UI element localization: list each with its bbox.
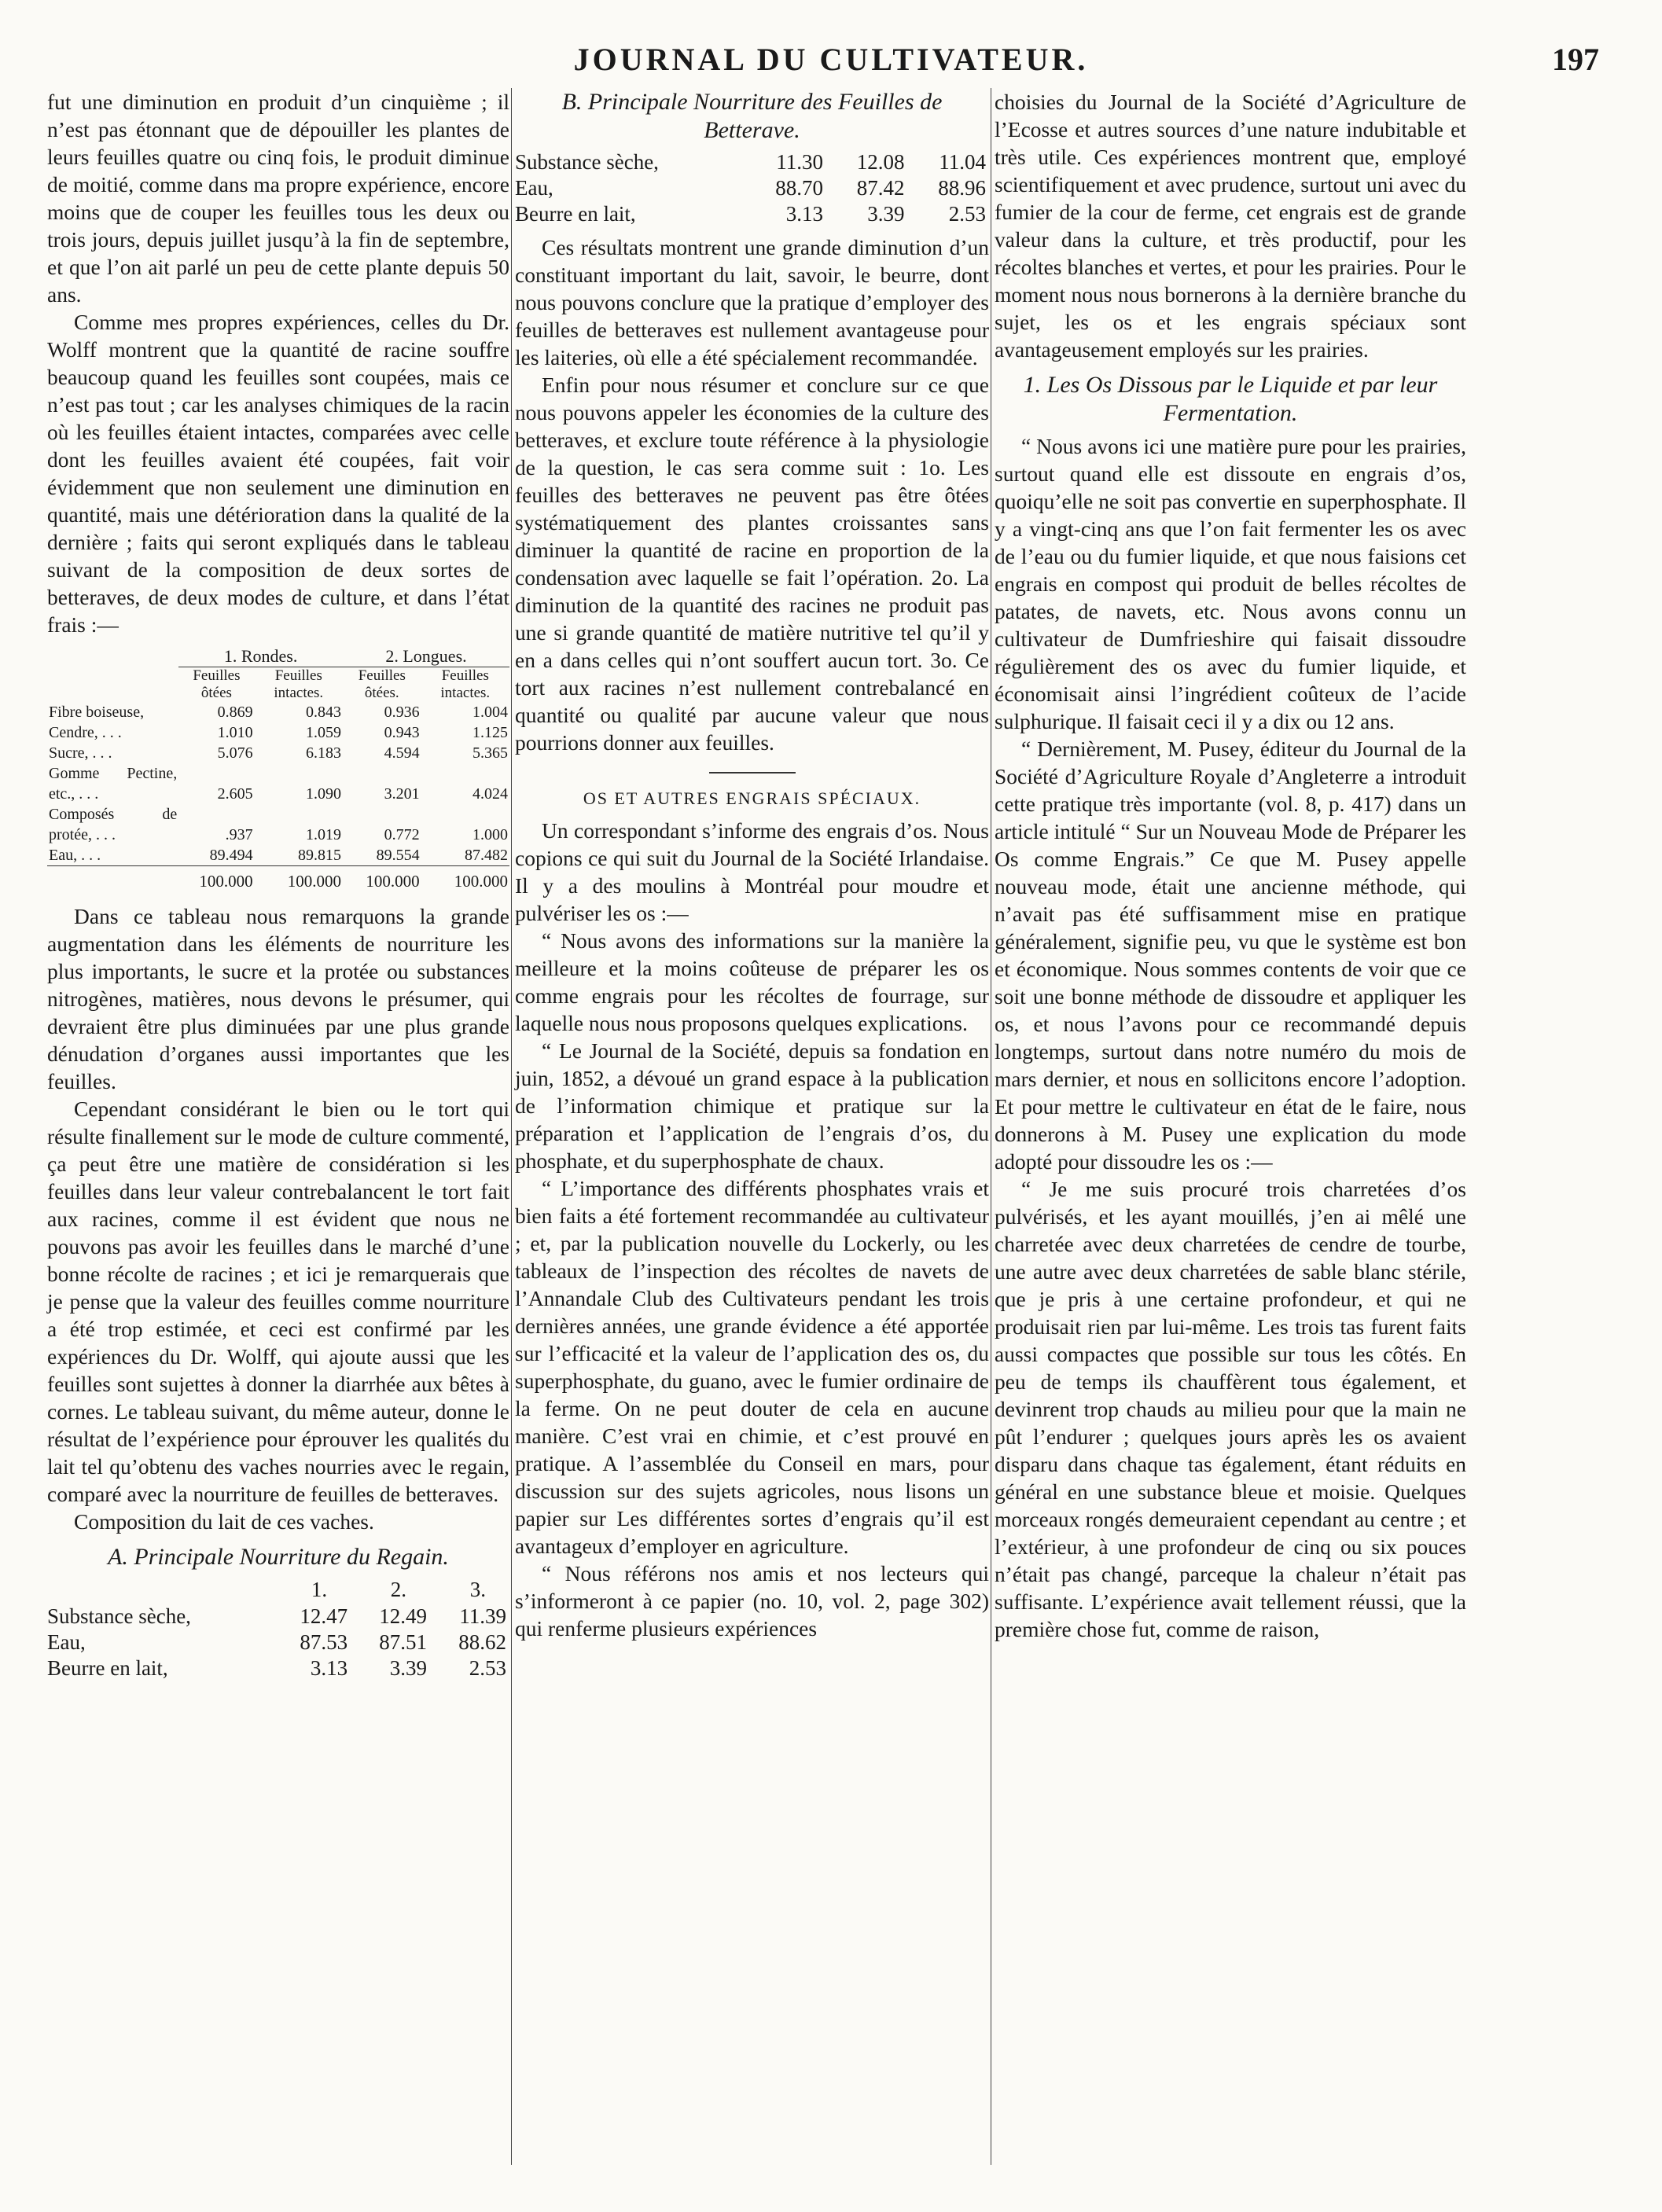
table-cell: 12.08 <box>856 150 905 174</box>
table-cell: 11.04 <box>939 150 986 174</box>
row-label: Gomme Pectine, etc., . . . <box>49 765 178 803</box>
table-cell: 0.943 <box>384 724 420 741</box>
table-cell: 6.183 <box>306 744 341 762</box>
table-cell: 1.000 <box>472 826 508 843</box>
table-cell: 1.004 <box>472 704 508 721</box>
row-label: Beurre en lait, <box>47 1656 168 1680</box>
section-divider <box>709 772 796 773</box>
paragraph: Cependant considérant le bien ou le tort qui résulte finallement sur le mode de culture commenté, ça peut être une matière de considération si les feuilles dans leur valeur contrebalancent le tort fait aux racines, comme il est évident que nous ne pouvons pas avoir les feuilles dans le marché d’une bonne récolte de racines ; et ici je remarquerais que je pense que la valeur des feuilles comme nourriture a été trop estimée, et ceci est confirmé par les expériences du Dr. Wolff, qui ajoute aussi que les feuilles sont sujettes à donner la diarrhée aux bêtes à cornes. Le tableau suivant, du même auteur, donne le résultat de l’expérience pour éprouver les qualités du lait tel qu’obtenu des vaches nourries avec le regain, comparé avec la nourriture de feuilles de betteraves. <box>47 1097 509 1506</box>
paragraph: choisies du Journal de la Société d’Agriculture de l’Ecosse et autres sources d’une nature indubitable et très utile. Ces expériences montrent que, employé scientifiquement et avec prudence, surtout uni avec du fumier de la cour de ferme, cet engrais est de grande valeur dans la culture, et très productif, pour les récoltes blanches et vertes, et pour les prairies. Pour le moment nous nous bornerons à la dernière branche du sujet, les os et les engrais spéciaux sont avantageusement employés sur les prairies. <box>995 90 1466 362</box>
paragraph: Ces résultats montrent une grande diminution d’un constituant important du lait, savoir, le beurre, dont nous pouvons conclure que la pratique d’employer des feuilles de betteraves est nullement avantageuse pour les laiteries, où elle a été spécialement recommandée. <box>515 235 989 369</box>
row-label: Beurre en lait, <box>515 202 636 226</box>
column-right <box>995 88 1466 1643</box>
column-left <box>47 88 509 1688</box>
row-label: Composés de protée, . . . <box>49 806 178 843</box>
paragraph: Composition du lait de ces vaches. <box>74 1509 374 1534</box>
table-cell: 1.090 <box>306 785 341 803</box>
column-header: 1. <box>311 1578 328 1601</box>
table-cell: 0.843 <box>306 704 341 721</box>
table-cell: 89.815 <box>298 847 341 864</box>
table-cell: 3.201 <box>384 785 420 803</box>
running-title: JOURNAL DU CULTIVATEUR. <box>573 42 1089 77</box>
paragraph: fut une diminution en produit d’un cinquième ; il n’est pas étonnant que de dépouiller les plantes de leurs feuilles quatre ou cinq fois, le produit diminue de moitié, comme dans ma propre expérience, encore moins que de couper les feuilles tous les deux ou trois jours, depuis juillet jusqu’à la fin de septembre, et que l’on ait parlé un peu de cette plante depuis 50 ans. <box>47 90 509 307</box>
table-cell: 100.000 <box>421 866 509 892</box>
table-cell: 3.39 <box>389 1656 428 1680</box>
paragraph: “ L’importance des différents phosphates vrais et bien faits a été fortement recommandée au cultivateur ; et, par la publication nouvelle du Lockerly, ou les tableaux de l’inspection des récoltes de navets de l’Annandale Club des Cultivateurs pendant les trois dernières années, une grande évidence a été apportée sur l’efficacité et la valeur de l’application des os, du superphosphate, du guano, avec le fumier ordinaire de la ferme. On ne peut douter de cela en aucune manière. C’est vrai en chimie, et c’est prouvé en pratique. A l’assemblée du Conseil en mars, pour discussion sur des sujets agricoles, nous lisons un papier sur Les différentes sortes d’engrais qu’il est avantageux d’employer en agriculture. <box>515 1176 989 1558</box>
beet-composition-table <box>47 646 509 891</box>
paragraph: “ Nous référons nos amis et nos lecteurs qui s’informeront à ce papier (no. 10, vol. 2, page 302) qui renferme plusieurs expériences <box>515 1561 989 1641</box>
paragraph: Comme mes propres expériences, celles du Dr. Wolff montrent que la quantité de racine souffre beaucoup quand les feuilles sont coupées, mais ce n’est pas tout ; car les analyses chimiques de la racin où les feuilles étaient intactes, comparées avec celle dont les feuilles avaient été coupées, fait voir évidemment que non seulement une diminution en quantité, mais une détérioration dans la qualité de la dernière ; faits qui seront expliqués dans le tableau suivant de la composition de deux sortes de betteraves, de deux modes de culture, et dans l’état frais :— <box>47 310 509 637</box>
column-header: Feuilles ôtées. <box>358 667 406 701</box>
table-row <box>47 763 509 804</box>
table-cell: 0.772 <box>384 826 420 843</box>
table-cell: 2.605 <box>217 785 253 803</box>
table-row <box>47 1604 509 1630</box>
table-cell: 100.000 <box>343 866 421 892</box>
table-cell: 88.62 <box>458 1630 506 1654</box>
table-row <box>47 743 509 763</box>
subheading: 1. Les Os Dissous par le Liquide et par leur Fermentation. <box>1023 372 1438 426</box>
page-header <box>47 41 1615 88</box>
group-header: 2. Longues. <box>343 646 509 667</box>
table-row <box>47 804 509 845</box>
milk-table-b <box>515 149 989 227</box>
column-header: 3. <box>469 1578 486 1601</box>
paragraph: Dans ce tableau nous remarquons la grande augmentation dans les éléments de nourriture les plus importants, le sucre et la protée ou substances nitrogènes, matières, nous devons le présumer, qui devraient être plus diminuées par une plus grande dénudation d’organes aussi importantes que les feuilles. <box>47 904 509 1093</box>
row-label: Cendre, . . . <box>49 724 122 741</box>
table-cell: 4.594 <box>384 744 420 762</box>
table-total-row <box>47 866 509 892</box>
column-rule-left <box>511 88 512 2165</box>
table-cell: 4.024 <box>472 785 508 803</box>
column-middle <box>515 88 989 1642</box>
table-cell: 87.482 <box>465 847 508 864</box>
subheading: B. Principale Nourriture des Feuilles de Betterave. <box>561 89 943 143</box>
table-row <box>515 149 989 175</box>
table-cell: 88.96 <box>938 176 986 200</box>
table-cell: 2.53 <box>948 202 986 226</box>
paragraph: “ Le Journal de la Société, depuis sa fondation en juin, 1852, a dévoué un grand espace à la publication de l’information chimique et pratique sur la préparation et l’application de l’engrais d’os, du phosphate, et du superphosphate de chaux. <box>515 1038 989 1173</box>
row-label: Eau, . . . <box>49 847 101 864</box>
row-label: Substance sèche, <box>515 150 659 174</box>
table-row <box>47 722 509 743</box>
table-cell: 1.059 <box>306 724 341 741</box>
table-cell: 11.30 <box>776 150 823 174</box>
table-cell: 2.53 <box>469 1656 506 1680</box>
table-row <box>47 702 509 722</box>
row-label: Eau, <box>47 1630 86 1654</box>
column-header: Feuilles ôtées <box>193 667 241 701</box>
milk-table-a <box>47 1576 509 1681</box>
paragraph: “ Je me suis procuré trois charretées d’os pulvérisés, et les ayant mouillés, j’en ai mêlé une charretée avec deux charretées de cendre de tourbe, une autre avec deux charretées de sable blanc stérile, que je pris à une certaine profondeur, et qui ne produisait rien par lui-même. Les trois tas furent faits aussi compactes que possible sur tous les côtés. En peu de temps ils chauffèrent tous également, et devinrent trop chauds au milieu pour que la main ne pût l’endurer ; quelques jours après les os avaient disparu dans chaque tas également, étant réduits en général en une substance bleue et moisie. Quelques morceaux rongés demeuraient cependant au centre ; et l’extérieur, à une profondeur de cinq ou six pouces n’était pas changé, parceque la chaleur n’était pas suffisante. L’expérience avait tellement réussi, que la première chose fut, comme de raison, <box>995 1177 1466 1641</box>
table-cell: 5.076 <box>217 744 253 762</box>
table-cell: 12.49 <box>379 1604 428 1628</box>
paragraph: Enfin pour nous résumer et conclure sur ce que nous pouvons appeler les économies de la culture des betteraves, et exclure toute référence à la physiologie de la question, le cas sera comme suit : 1o. Les feuilles des betteraves ne peuvent pas être ôtées systématiquement des plantes croissantes sans diminuer la quantité de racine en proportion de la condensation avec laquelle se fait l’opération. 2o. La diminution de la quantité des racines ne produit pas une si grande quantité de matière nutritive tel qu’il y en a dans celles qui n’ont souffert aucun tort. 3o. Ce tort aux racines n’est nullement contrebalancé en quantité ou qualité par aucune valeur que nous pourrions donner aux feuilles. <box>515 373 989 755</box>
row-label: Sucre, . . . <box>49 744 112 762</box>
table-row <box>515 175 989 201</box>
table-cell: 88.70 <box>775 176 823 200</box>
table-cell: .937 <box>225 826 253 843</box>
table-cell: 89.494 <box>209 847 253 864</box>
table-cell: 100.000 <box>178 866 254 892</box>
table-cell: 3.13 <box>310 1656 348 1680</box>
table-cell: 5.365 <box>472 744 508 762</box>
table-cell: 1.125 <box>472 724 508 741</box>
table-row <box>515 201 989 227</box>
table-row <box>47 845 509 866</box>
page-number: 197 <box>1552 42 1599 77</box>
table-cell: 3.13 <box>785 202 823 226</box>
paragraph: “ Nous avons des informations sur la manière la meilleure et la moins coûteuse de préparer les os comme engrais pour les récoltes de fourrage, sur laquelle nous nous proposons quelques explications. <box>515 928 989 1035</box>
column-header: Feuilles intactes. <box>274 667 324 701</box>
subheading: A. Principale Nourriture du Regain. <box>108 1544 449 1570</box>
table-cell: 87.51 <box>379 1630 428 1654</box>
table-cell: 3.39 <box>867 202 905 226</box>
table-row <box>47 1655 509 1681</box>
group-header: 1. Rondes. <box>178 646 343 667</box>
section-heading: OS ET AUTRES ENGRAIS SPÉCIAUX. <box>583 788 921 808</box>
paragraph: “ Nous avons ici une matière pure pour les prairies, surtout quand elle est dissoute en engrais d’os, quoiqu’elle ne soit pas convertie en superphosphate. Il y a vingt-cinq ans que l’on fait fermenter les os avec de l’eau ou du fumier liquide, et que nous faisions cet engrais en compost qui produit de belles récoltes de patates, de navets, etc. Nous avons connu un cultivateur de Dumfrieshire qui faisait dissoudre régulièrement des os avec du fumier liquide, et économisait ainsi l’ingrédient coûteux de l’acide sulphurique. Il faisait ceci il y a dix ou 12 ans. <box>995 434 1466 733</box>
paragraph: Un correspondant s’informe des engrais d’os. Nous copions ce qui suit du Journal de la Société Irlandaise. Il y a des moulins à Montréal pour moudre et pulvériser les os :— <box>515 818 989 925</box>
table-cell: 87.42 <box>856 176 905 200</box>
column-header: 2. <box>390 1578 407 1601</box>
table-cell: 0.936 <box>384 704 420 721</box>
table-cell: 89.554 <box>376 847 420 864</box>
column-header: Feuilles intactes. <box>440 667 491 701</box>
table-cell: 11.39 <box>459 1604 506 1628</box>
paragraph: “ Dernièrement, M. Pusey, éditeur du Journal de la Société d’Agriculture Royale d’Angleterre a introduit cette pratique très importante (vol. 8, p. 417) dans un article intitulé “ Sur un Nouveau Mode de Préparer les Os comme Engrais.” Ce que M. Pusey appelle nouveau mode, était une ancienne méthode, qui n’avait pas été suffisamment mise en pratique généralement, signifie peu, vu que le système est bon et économique. Nous sommes contents de voir que ce soit une bonne méthode de dissoudre et appliquer les os, et nous l’avons pour ce recommandé depuis longtemps, surtout dans notre numéro du mois de mars dernier, et nous en sollicitons encore l’adoption. Et pour mettre le cultivateur en état de le faire, nous donnerons à M. Pusey une explication du mode adopté pour dissoudre les os :— <box>995 737 1466 1174</box>
table-row <box>47 1630 509 1655</box>
row-label: Fibre boiseuse, <box>49 704 145 721</box>
table-cell: 1.010 <box>217 724 253 741</box>
row-label: Eau, <box>515 176 553 200</box>
table-cell: 1.019 <box>306 826 341 843</box>
table-cell: 100.000 <box>255 866 343 892</box>
table-cell: 87.53 <box>300 1630 348 1654</box>
table-cell: 0.869 <box>217 704 253 721</box>
row-label: Substance sèche, <box>47 1604 191 1628</box>
table-cell: 12.47 <box>300 1604 348 1628</box>
